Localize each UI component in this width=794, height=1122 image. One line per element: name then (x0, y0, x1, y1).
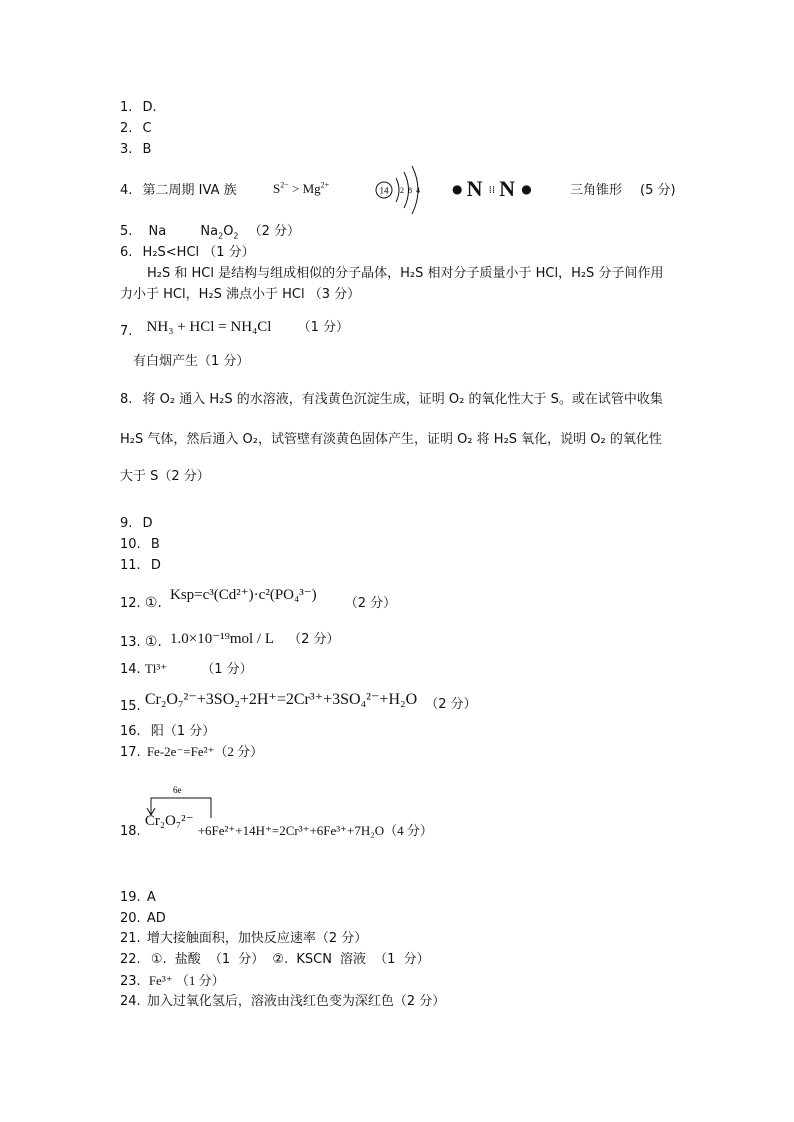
answer-text: 阳（1 分） (150, 724, 216, 739)
answer-2 (120, 121, 152, 137)
answer-21 (120, 931, 367, 947)
answer-text: D. (142, 100, 157, 115)
answer-9 (120, 516, 153, 532)
answer-number: 21. (120, 931, 141, 946)
answer-number: 15. (120, 699, 141, 714)
nucleus-charge: 14 (379, 185, 389, 196)
equation: 1.0×10⁻¹⁹mol / L (169, 631, 275, 647)
answer-text: B (150, 537, 160, 552)
answer-7 (120, 318, 349, 340)
answer-number: 24. (120, 994, 141, 1009)
answer-text: Fe-2e⁻=Fe²⁺（2 分） (146, 744, 264, 759)
answer-22 (120, 952, 430, 968)
score: （2 分） (344, 596, 397, 611)
answer-text: D (150, 558, 161, 573)
answer-15 (120, 690, 477, 715)
answer-number: 11. (120, 558, 141, 573)
answer-text: ①. 盐酸 （1 分） ②. KSCN 溶液 （1 分） (150, 952, 430, 967)
answer-8-line-2: H₂S 气体，然后通入 O₂，试管壁有淡黄色固体产生，证明 O₂ 将 H₂S 氧化，说明 O₂ 的氧化性 (120, 432, 662, 447)
answer-text: B (142, 142, 152, 157)
answer-23 (120, 973, 225, 990)
equation: Ksp=c³(Cd²⁺)·c²(PO₄³⁻) (169, 587, 317, 603)
shell-count-2: 8 (408, 186, 412, 195)
answer-number: 14. (120, 662, 141, 677)
answer-number: 17. (120, 745, 141, 760)
atomic-structure-diagram (372, 160, 428, 220)
score: （2 分） (288, 632, 340, 647)
answer-number: 5. (120, 224, 133, 239)
answer-text: AD (146, 911, 166, 926)
answer-text: Fe³⁺ （1 分） (148, 973, 225, 988)
answer-24 (120, 994, 445, 1010)
answer-text-b: $Na_2O_2$ (200, 224, 239, 241)
score: （1 分） (297, 320, 349, 335)
answer-19 (120, 890, 156, 906)
answer-6-explanation-2: 力小于 HCl，H₂S 沸点小于 HCl （3 分） (120, 287, 361, 302)
molecular-shape: 三角锥形 (570, 183, 623, 198)
answer-14 (120, 661, 253, 678)
answer-3 (120, 142, 151, 158)
answer-number: 3. (120, 142, 133, 157)
answer-number: 22. (120, 952, 141, 967)
answer-text-a: Na (148, 224, 167, 239)
shell-count-3: 4 (416, 186, 420, 195)
answer-16 (120, 724, 215, 740)
answer-13 (120, 630, 340, 651)
electron-count: 6e (173, 785, 182, 795)
answer-number: 23. (120, 974, 141, 989)
answer-number: 6. (120, 245, 133, 260)
answer-text: Tl³⁺ (144, 661, 168, 676)
n2-electron-formula: ● N ⁞⁞ N ● (452, 176, 532, 201)
answer-number: 4. (120, 183, 133, 198)
answer-8-line-3: 大于 S（2 分） (120, 469, 210, 484)
answer-6 (120, 245, 255, 261)
equation: Cr₂O₇²⁻+3SO₂+2H⁺=2Cr³⁺+3SO₄²⁻+H₂O (144, 691, 418, 708)
answer-text: D (142, 516, 153, 531)
score: (5 分) (640, 183, 676, 198)
answer-number: 13. (120, 635, 141, 650)
sub-answer-marker: ①. (144, 634, 162, 650)
answer-10 (120, 537, 160, 553)
answer-number: 8. (120, 392, 133, 407)
answer-number: 16. (120, 724, 141, 739)
answer-text: H₂S<HCl （1 分） (142, 245, 255, 260)
answer-12 (120, 586, 396, 612)
answer-number: 7. (120, 324, 133, 339)
answer-text: 增大接触面积，加快反应速率（2 分） (146, 931, 368, 946)
period-group: 第二周期 IVA 族 (142, 183, 237, 198)
ion-radius-compare: $S^{2-} > Mg^{2+}$ (273, 180, 330, 196)
answer-text: A (146, 890, 156, 905)
answer-11 (120, 558, 161, 574)
equation-rest: +6Fe²⁺+14H⁺=2Cr³⁺+6Fe³⁺+7H₂O（4 分） (197, 823, 433, 838)
score: （2 分） (248, 224, 301, 239)
answer-number: 9. (120, 516, 133, 531)
answer-number: 1. (120, 100, 133, 115)
answer-7-observation: 有白烟产生（1 分） (133, 354, 250, 369)
answer-text: 将 O₂ 通入 H₂S 的水溶液，有浅黄色沉淀生成，证明 O₂ 的氧化性大于 S。或在试管中收集 (142, 392, 663, 407)
answer-20 (120, 911, 166, 927)
answer-text: C (142, 121, 152, 136)
shell-count-1: 2 (400, 186, 404, 195)
answer-number: 19. (120, 890, 141, 905)
answer-6-explanation-1: H₂S 和 HCl 是结构与组成相似的分子晶体，H₂S 相对分子质量小于 HCl，H₂S 分子间作用 (147, 266, 664, 281)
answer-number: 2. (120, 121, 133, 136)
answer-number: 10. (120, 537, 141, 552)
answer-text: 加入过氧化氢后，溶液由浅红色变为深红色（2 分） (146, 994, 446, 1009)
answer-17 (120, 744, 263, 761)
shell-arc-1 (396, 178, 399, 202)
answer-8 (120, 392, 663, 408)
equation: NH₃ + HCl = NH₄Cl (146, 319, 272, 335)
answer-number: 12. (120, 596, 141, 611)
answer-number: 20. (120, 911, 141, 926)
dichromate-species: Cr₂O₇²⁻ (144, 813, 194, 829)
answer-number: 18. (120, 824, 141, 839)
answer-18 (120, 812, 433, 840)
answer-4 (120, 183, 237, 199)
answer-5 (120, 224, 300, 240)
sub-answer-marker: ①. (144, 595, 162, 611)
score: （1 分） (201, 662, 253, 677)
score: （2 分） (425, 697, 477, 712)
answer-1 (120, 100, 157, 116)
